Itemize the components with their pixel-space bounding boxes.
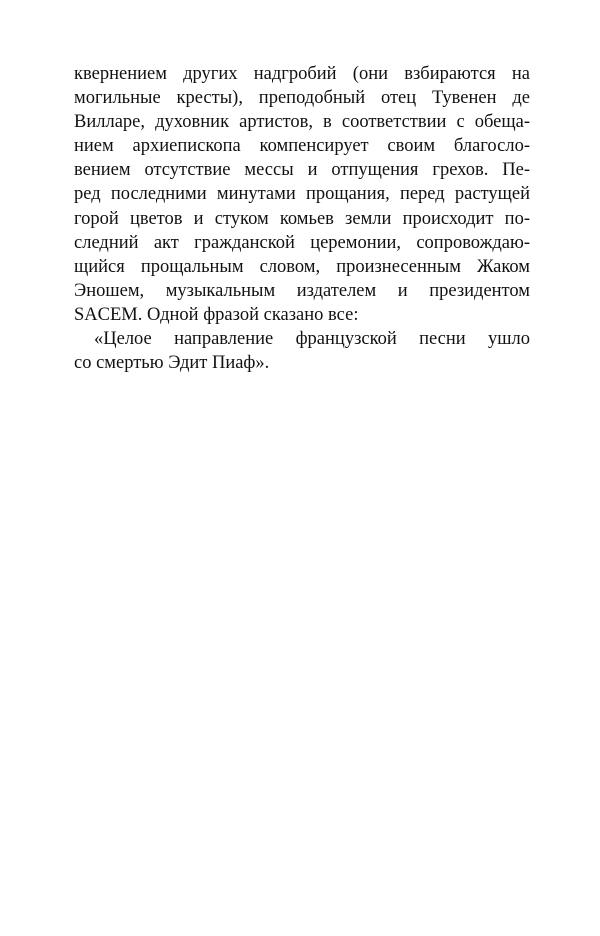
text-line: вением отсутствие мессы и отпущения грехов. Пе- [74, 160, 530, 181]
text-line: нием архиепископа компенсирует своим благосло- [74, 136, 530, 157]
text-line: ред последними минутами прощания, перед растущей [74, 184, 530, 205]
paragraph-funeral [74, 62, 530, 327]
text-line: могильные кресты), преподобный отец Тувенен де [74, 88, 530, 109]
text-line: Вилларе, духовник артистов, в соответствии с обеща- [74, 112, 530, 133]
paragraph-quote [74, 327, 530, 375]
text-line: горой цветов и стуком комьев земли происходит по- [74, 208, 530, 229]
quote-line: со смертью Эдит Пиаф». [74, 353, 270, 374]
body-text [74, 62, 530, 375]
text-line: SACEM. Одной фразой сказано все: [74, 304, 359, 325]
text-line: Эношем, музыкальным издателем и президентом [74, 280, 530, 301]
text-line: следний акт гражданской церемонии, сопровождаю- [74, 232, 530, 253]
text-line: щийся прощальным словом, произнесенным Жаком [74, 256, 530, 277]
text-line: квернением других надгробий (они взбираются на [74, 64, 530, 84]
quote-line: «Целое направление французской песни ушло [94, 329, 530, 350]
